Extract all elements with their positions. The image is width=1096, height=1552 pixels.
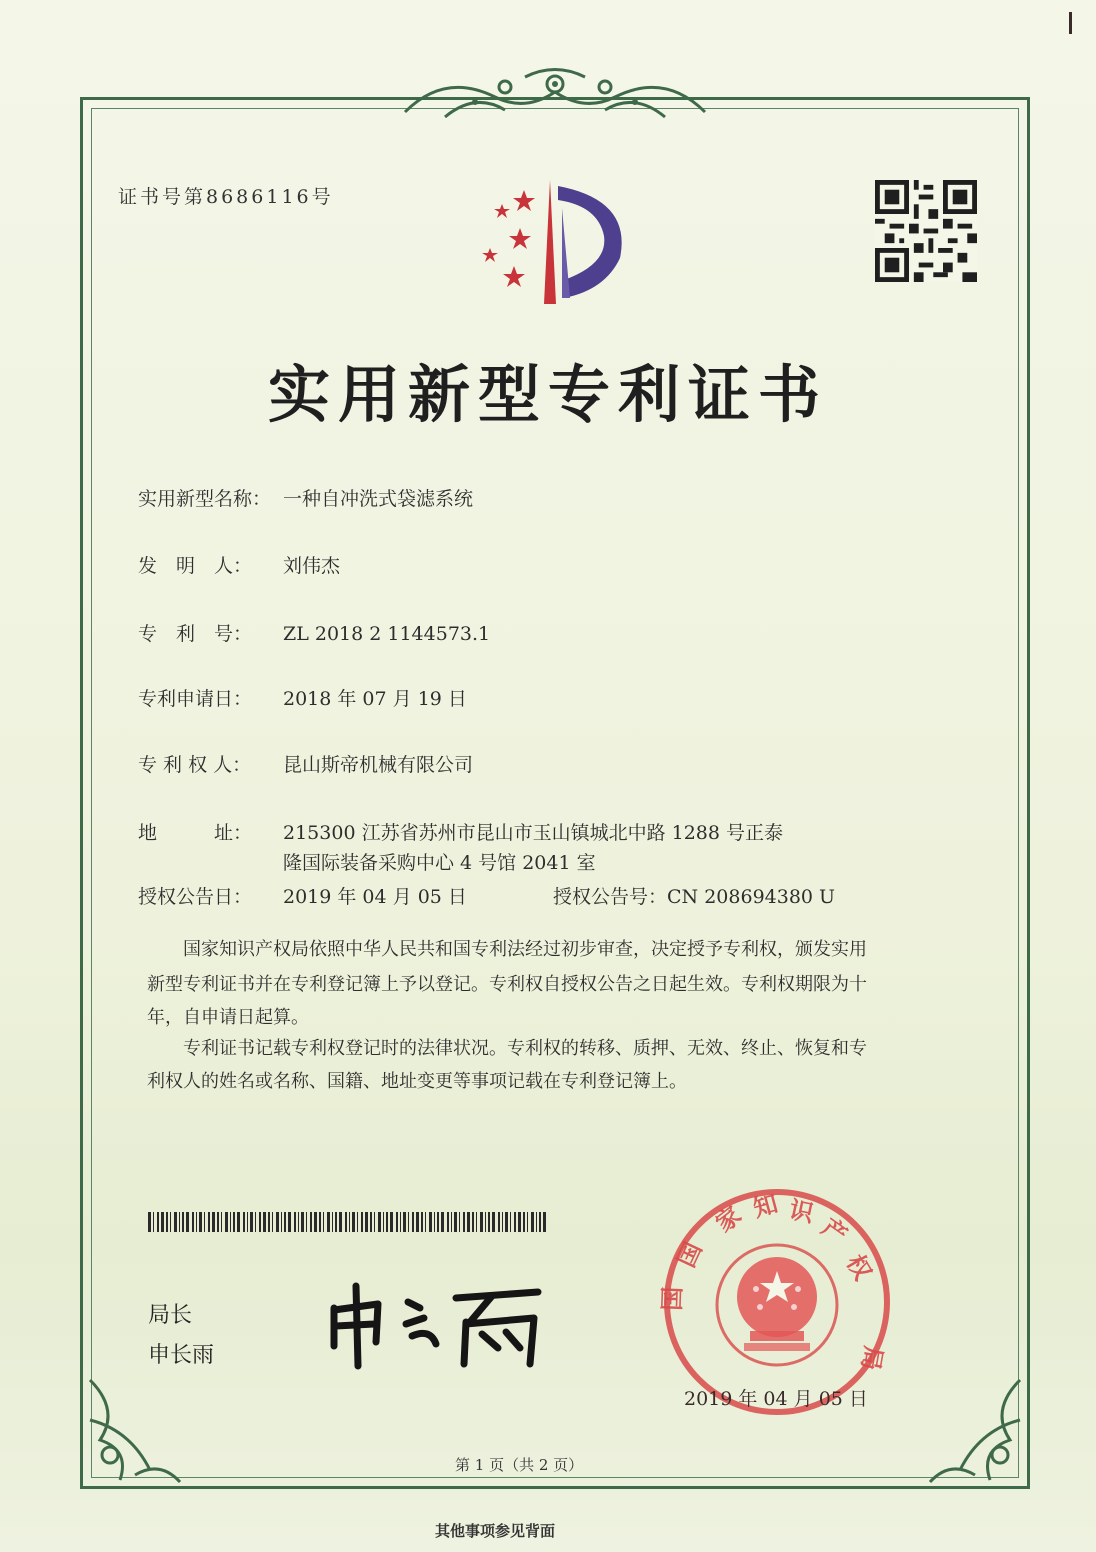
application-date-row: [138, 684, 467, 711]
field-label: 地 址：: [138, 822, 253, 844]
director-name: 申长雨: [148, 1343, 215, 1368]
seal-date: 2019 年 04 月 05 日: [684, 1388, 868, 1410]
seal-char-1: 家: [711, 1202, 747, 1238]
field-value: 215300 江苏省苏州市昆山市玉山镇城北中路 1288 号正泰: [283, 822, 784, 844]
field-label: 专 利 号：: [138, 623, 253, 645]
field-value: 2019 年 04 月 05 日: [283, 886, 467, 908]
seal-char-7: 国: [660, 1286, 687, 1312]
seal-char-5: 权: [840, 1251, 876, 1285]
inventor-row: [138, 551, 340, 578]
patent-number-row: [138, 619, 490, 646]
grant-date-row: [138, 882, 467, 909]
paragraph-2-line-2: 利权人的姓名或名称、国籍、地址变更等事项记载在专利登记簿上。: [147, 1071, 687, 1092]
patent-office-emblem-icon: [470, 178, 635, 306]
seal-char-8: 局: [855, 1343, 886, 1373]
utility-model-name-row: [138, 484, 473, 511]
field-label: 发 明 人：: [138, 555, 253, 577]
patentee-row: [138, 750, 473, 777]
paragraph-1-line-3: 年，自申请日起算。: [147, 1007, 309, 1028]
grant-number-row: [553, 882, 835, 909]
field-label: 实用新型名称：: [138, 488, 272, 510]
top-ornament-icon: [385, 62, 725, 132]
seal-char-2: 知: [750, 1191, 781, 1223]
back-note: 其他事项参见背面: [435, 1522, 556, 1540]
corner-mark: [1069, 12, 1072, 34]
field-value: 昆山斯帝机械有限公司: [283, 754, 474, 776]
field-label: 专 利 权 人：: [138, 754, 252, 776]
paragraph-1-line-1: 国家知识产权局依照中华人民共和国专利法经过初步审查，决定授予专利权，颁发实用: [183, 939, 867, 960]
field-value: CN 208694380 U: [667, 886, 836, 908]
address-row: [138, 818, 783, 845]
handwritten-signature-icon: [320, 1278, 560, 1373]
page-title: 实用新型专利证书: [267, 358, 828, 431]
address-line-2: 隆国际装备采购中心 4 号馆 2041 室: [283, 852, 596, 874]
field-label: 授权公告号：: [553, 886, 668, 908]
director-title: 局长: [148, 1303, 193, 1328]
seal-char-6: 国: [673, 1238, 708, 1272]
page-indicator: 第 1 页（共 2 页）: [455, 1456, 584, 1474]
field-value: ZL 2018 2 1144573.1: [283, 623, 491, 645]
barcode-icon: [148, 1212, 548, 1232]
bottom-right-corner-ornament-icon: [920, 1360, 1030, 1490]
seal-char-3: 识: [786, 1197, 816, 1228]
field-value: 刘伟杰: [283, 555, 341, 577]
bottom-left-corner-ornament-icon: [80, 1360, 190, 1490]
paragraph-1-line-2: 新型专利证书并在专利登记簿上予以登记。专利权自授权公告之日起生效。专利权期限为十: [147, 974, 867, 995]
field-value: 一种自冲洗式袋滤系统: [283, 488, 474, 510]
field-label: 授权公告日：: [138, 886, 253, 908]
paragraph-2-line-1: 专利证书记载专利权登记时的法律状况。专利权的转移、质押、无效、终止、恢复和专: [183, 1038, 867, 1059]
qr-code-icon: [875, 180, 977, 282]
certificate-number: 证书号第8686116号: [118, 186, 334, 208]
seal-char-4: 产: [816, 1214, 852, 1250]
field-value: 2018 年 07 月 19 日: [283, 688, 467, 710]
field-label: 专利申请日：: [138, 688, 253, 710]
